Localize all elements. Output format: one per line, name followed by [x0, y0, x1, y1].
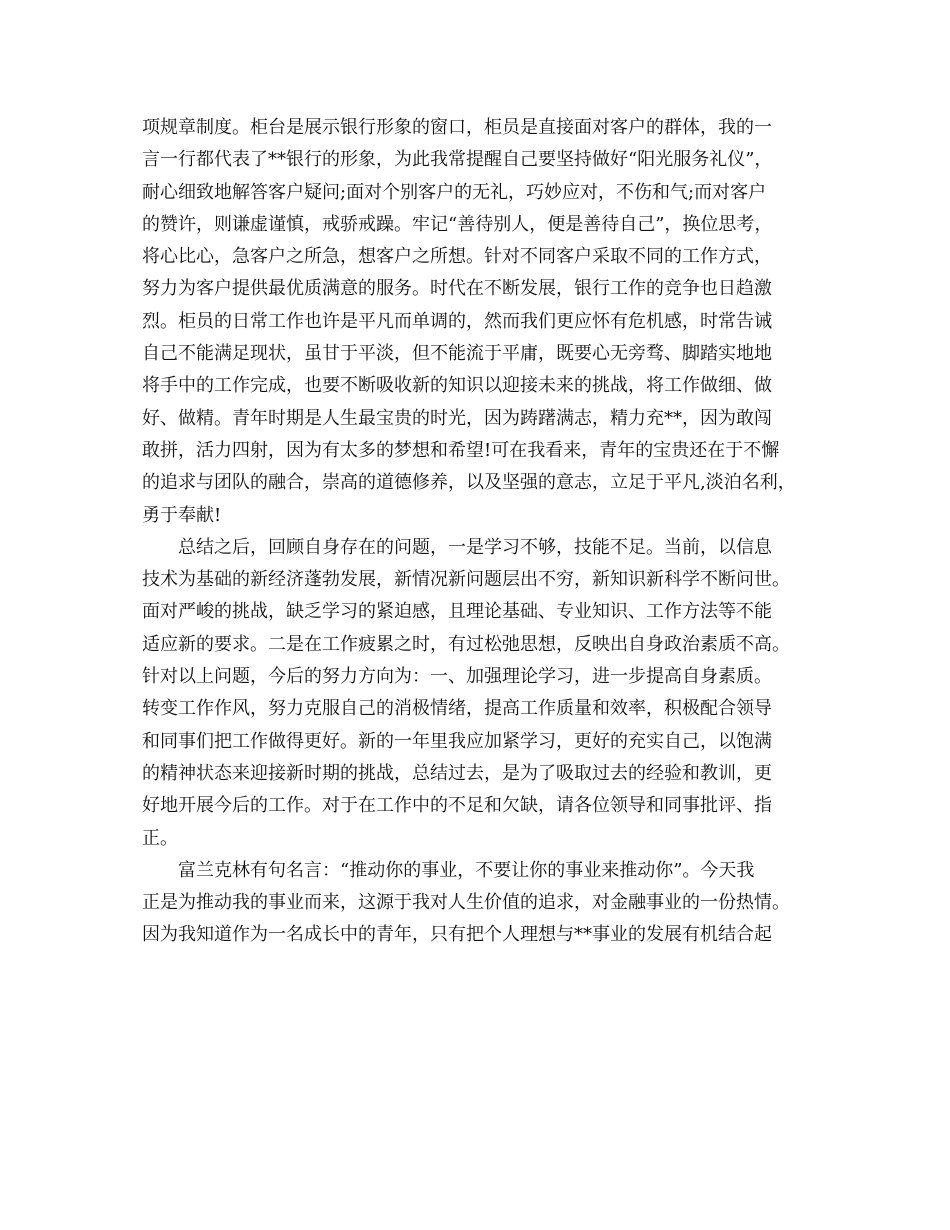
- text-line: 烈。柜员的日常工作也许是平凡而单调的，然而我们更应怀有危机感，时常告诫: [142, 310, 772, 332]
- text-line: 将手中的工作完成，也要不断吸收新的知识以迎接未来的挑战，将工作做细、做: [142, 375, 772, 397]
- paragraph: [142, 532, 822, 855]
- text-line: 言一行都代表了**银行的形象，为此我常提醒自己要坚持做好“阳光服务礼仪”，: [142, 149, 773, 171]
- body-text: [142, 112, 822, 952]
- text-line: 和同事们把工作做得更好。新的一年里我应加紧学习，更好的充实自己，以饱满: [142, 730, 772, 752]
- text-line: 努力为客户提供最优质满意的服务。时代在不断发展，银行工作的竞争也日趋激: [142, 278, 772, 300]
- text-line: 耐心细致地解答客户疑问;面对个别客户的无礼，巧妙应对，不伤和气;而对客户: [142, 181, 767, 203]
- text-line: 的精神状态来迎接新时期的挑战，总结过去，是为了吸取过去的经验和教训，更: [142, 762, 772, 784]
- text-line: 敢拼，活力四射，因为有太多的梦想和希望!可在我看来，青年的宝贵还在于不懈: [142, 439, 780, 461]
- text-line: 正。: [142, 827, 178, 849]
- text-line: 的追求与团队的融合，崇高的道德修养，以及坚强的意志，立足于平凡,淡泊名利，: [142, 472, 796, 494]
- paragraph: [142, 112, 822, 532]
- text-line: 的赞许，则谦虚谨慎，戒骄戒躁。牢记“善待别人，便是善待自己”，换位思考，: [142, 213, 773, 235]
- text-line: 好地开展今后的工作。对于在工作中的不足和欠缺，请各位领导和同事批评、指: [142, 795, 772, 817]
- text-line: 项规章制度。柜台是展示银行形象的窗口，柜员是直接面对客户的群体，我的一: [142, 117, 772, 138]
- text-line: 总结之后，回顾自身存在的问题，一是学习不够，技能不足。当前，以信息: [178, 536, 772, 558]
- text-line: 勇于奉献!: [142, 504, 222, 526]
- text-line: 将心比心，急客户之所急，想客户之所想。针对不同客户采取不同的工作方式，: [142, 246, 772, 268]
- text-line: 因为我知道作为一名成长中的青年，只有把个人理想与**事业的发展有机结合起: [142, 924, 772, 946]
- text-line: 面对严峻的挑战，缺乏学习的紧迫感，且理论基础、专业知识、工作方法等不能: [142, 601, 772, 623]
- text-line: 好、做精。青年时期是人生最宝贵的时光，因为踌躇满志，精力充**，因为敢闯: [142, 407, 772, 429]
- text-line: 自己不能满足现状，虽甘于平淡，但不能流于平庸，既要心无旁骛、脚踏实地地: [142, 343, 772, 365]
- text-line: 针对以上问题，今后的努力方向为：一、加强理论学习，进一步提高自身素质。: [142, 666, 772, 688]
- text-line: 技术为基础的新经济蓬勃发展，新情况新问题层出不穷，新知识新科学不断问世。: [142, 569, 790, 591]
- text-line: 转变工作作风，努力克服自己的消极情绪，提高工作质量和效率，积极配合领导: [142, 698, 772, 720]
- text-line: 正是为推动我的事业而来，这源于我对人生价值的追求，对金融事业的一份热情。: [142, 892, 790, 914]
- text-line: 适应新的要求。二是在工作疲累之时，有过松弛思想，反映出自身政治素质不高。: [142, 633, 790, 655]
- paragraph: [142, 855, 822, 952]
- text-line: 富兰克林有句名言：“推动你的事业，不要让你的事业来推动你”。今天我: [178, 859, 755, 881]
